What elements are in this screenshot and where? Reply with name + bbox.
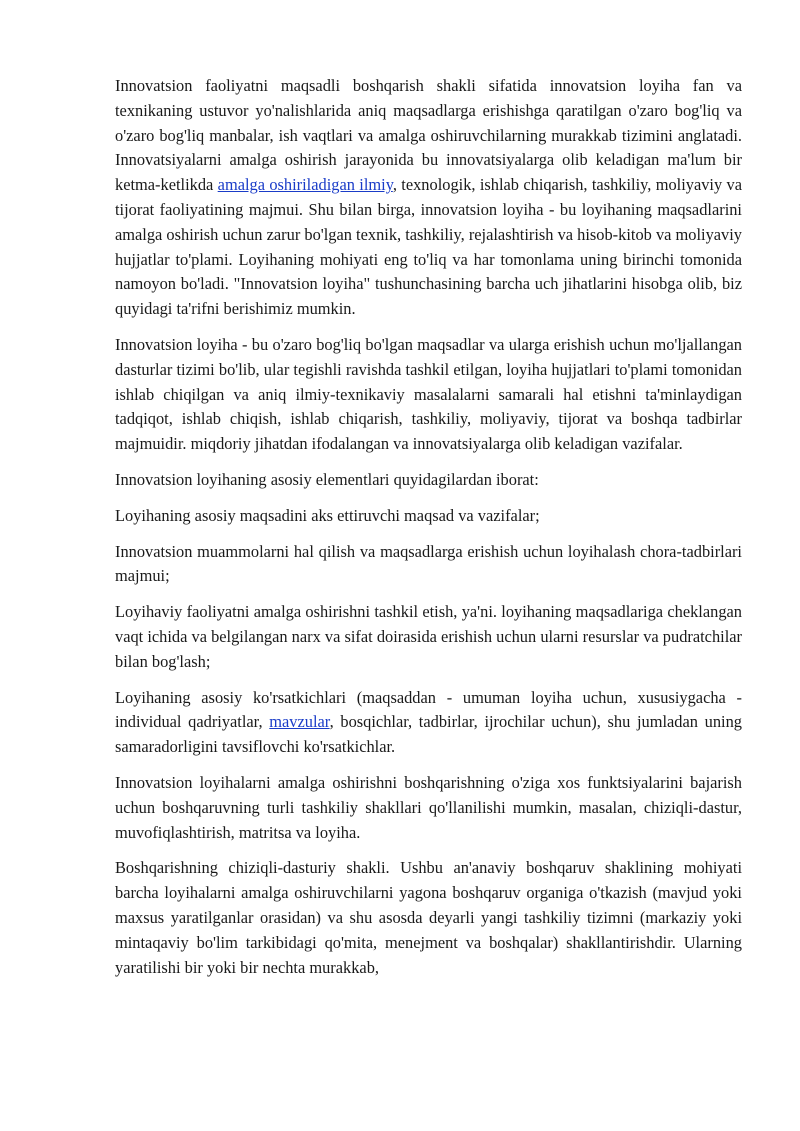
paragraph-4: Loyihaning asosiy maqsadini aks ettiruvchi maqsad va vazifalar; bbox=[115, 505, 540, 525]
paragraph-1-text-before: Innovatsion faoliyatni maqsadli boshqarish shakli sifatida innovatsion loyiha fan va texnikaning ustuvor yo'nalishlarida aniq maqsadlarga erishishga qaratilgan o'zaro bog'liq va o'zaro bog'liq manbalar, ish vaqtlari va amalga oshiruvchilarning murakkab tizimini anglatadi. Innovatsiyalarni amalga oshirish jarayonida bu innovatsiyalarga olib keladigan ma'lum bir ketma-ketlikda bbox=[115, 76, 742, 195]
document-body bbox=[115, 74, 742, 980]
paragraph-7-text-before: Loyihaning asosiy ko'rsatkichlari (maqsaddan - umuman loyiha uchun, xususiygacha - individual qadriyatlar, bbox=[115, 687, 742, 732]
paragraph-7 bbox=[115, 686, 742, 760]
paragraph-2: Innovatsion loyiha - bu o'zaro bog'liq bo'lgan maqsadlar va ularga erishish uchun mo'ljallangan dasturlar tizimi bo'lib, ular tegishli ravishda tashkil etilgan, loyiha hujjatlari to'plami tomonidan ishlab chiqilgan va aniq ilmiy-texnikaviy masalalarni samarali hal etishni ta'minlaydigan tadqiqot, ishlab chiqish, ishlab chiqarish, tashkiliy, moliyaviy, tijorat va boshqa tadbirlar majmuidir. miqdoriy jihatdan ifodalangan va innovatsiyalarga olib keladigan vazifalar. bbox=[115, 334, 742, 454]
link-amalga-oshiriladigan-ilmiy[interactable]: amalga oshiriladigan ilmiy bbox=[217, 175, 393, 195]
paragraph-9: Boshqarishning chiziqli-dasturiy shakli. Ushbu an'anaviy boshqaruv shaklining mohiyati barcha loyihalarni amalga oshiruvchilarni yagona boshqaruv organiga o'tkazish (mavjud yoki maxsus yaratilganlar orasidan) va shu asosda deyarli yangi tashkiliy tizimni (markaziy yoki mintaqaviy bo'lim tarkibidagi qo'mita, menejment va boshqalar) shakllantirishdir. Ularning yaratilishi bir yoki bir nechta murakkab, bbox=[115, 858, 742, 977]
paragraph-1-text-after: , texnologik, ishlab chiqarish, tashkiliy, moliyaviy va tijorat faoliyatining majmui. Shu bilan birga, innovatsion loyiha - bu loyihaning maqsadlarini amalga oshirish uchun zarur bo'lgan texnik, tashkiliy, rejalashtirish va hisob-kitob va moliyaviy hujjatlar to'plami. Loyihaning mohiyati eng to'liq va har tomonlama uning birinchi tomonida namoyon bo'ladi. "Innovatsion loyiha" tushunchasining barcha uch jihatlarini hisobga olib, biz quyidagi ta'rifni berishimiz mumkin. bbox=[115, 175, 743, 319]
paragraph-3: Innovatsion loyihaning asosiy elementlari quyidagilardan iborat: bbox=[115, 469, 539, 489]
paragraph-6: Loyihaviy faoliyatni amalga oshirishni tashkil etish, ya'ni. loyihaning maqsadlariga cheklangan vaqt ichida va belgilangan narx va sifat doirasida erishish uchun ularni resurslar va pudratchilar bilan bog'lash; bbox=[115, 602, 742, 671]
paragraph-8: Innovatsion loyihalarni amalga oshirishni boshqarishning o'ziga xos funktsiyalarini bajarish uchun boshqaruvning turli tashkiliy shakllari qo'llanilishi mumkin, masalan, chiziqli-dastur, muvofiqlashtirish, matritsa va loyiha. bbox=[115, 772, 742, 842]
paragraph-7-text-after: , bosqichlar, tadbirlar, ijrochilar uchun), shu jumladan uning samaradorligini tavsiflovchi ko'rsatkichlar. bbox=[115, 712, 742, 757]
paragraph-1 bbox=[115, 74, 742, 322]
link-mavzular[interactable]: mavzular bbox=[269, 712, 330, 732]
paragraph-5: Innovatsion muammolarni hal qilish va maqsadlarga erishish uchun loyihalash chora-tadbirlari majmui; bbox=[115, 541, 742, 586]
